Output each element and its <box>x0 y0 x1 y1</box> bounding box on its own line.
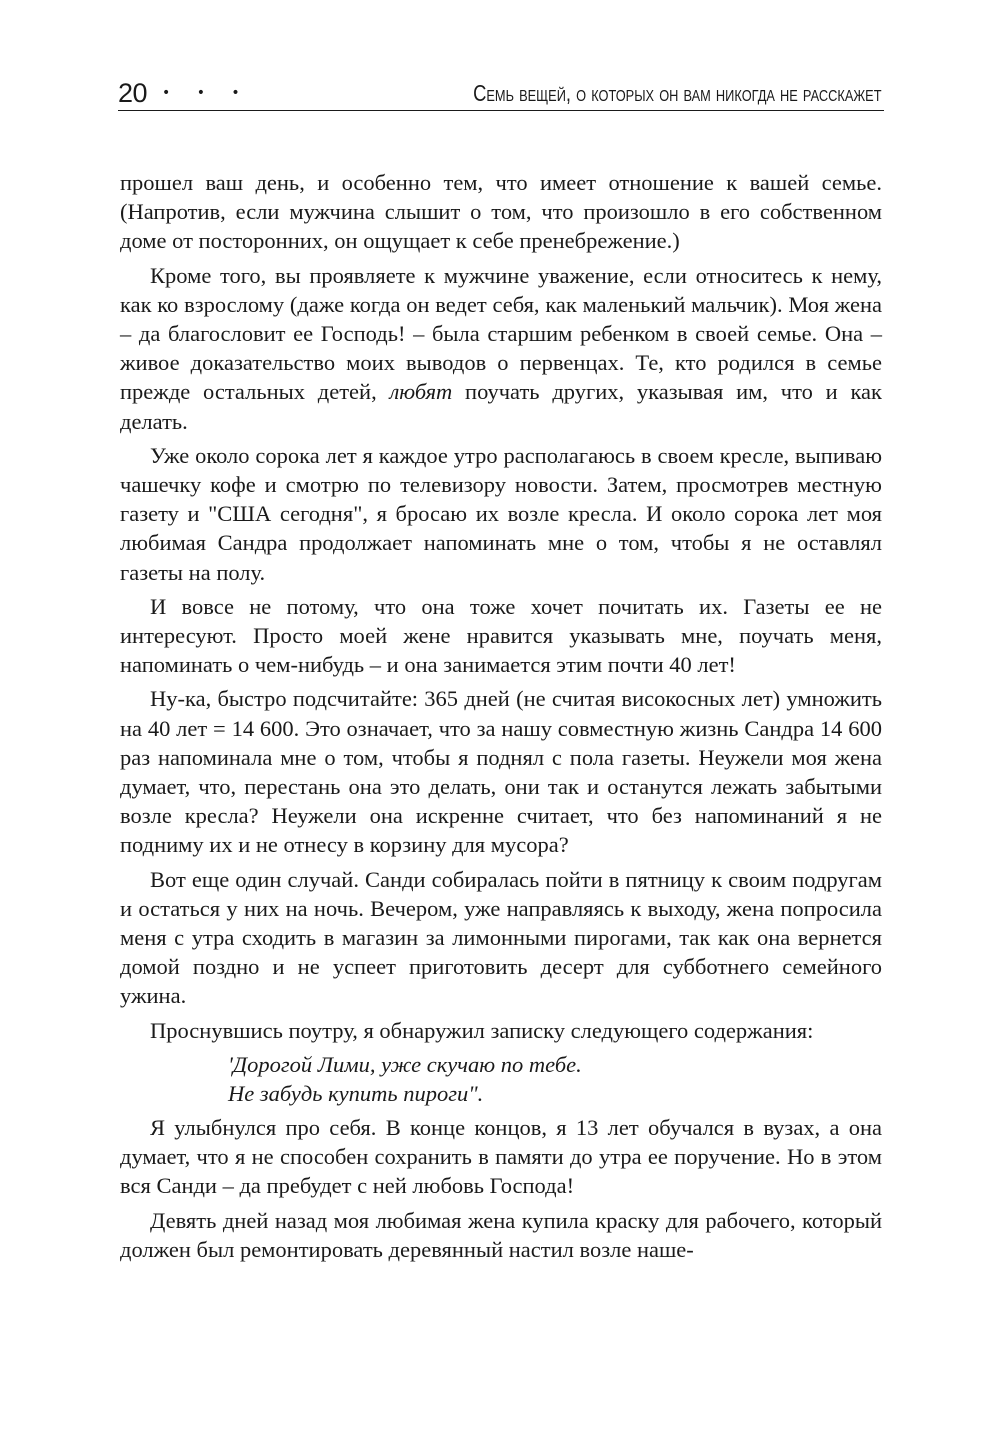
paragraph: Уже около сорока лет я каждое утро располагаюсь в своем кресле, выпиваю чашечку кофе и смотрю по телевизору новости. Затем, просмотрев местную газету и "США сегодня", я бросаю их возле кресла. И около сорока лет моя любимая Сандра продолжает напоминать мне о том, чтобы я не оставлял газеты на полу. <box>120 442 882 585</box>
paragraph: И вовсе не потому, что она тоже хочет почитать их. Газеты ее не интересуют. Просто моей жене нравится указывать мне, поучать меня, напоминать о чем-нибудь – и она занимается этим почти 40 лет! <box>120 593 882 678</box>
page-number: 20 <box>118 78 148 108</box>
running-header <box>118 76 884 111</box>
paragraph: Проснувшись поутру, я обнаружил записку следующего содержания: <box>150 1017 814 1043</box>
body-text <box>120 168 882 1269</box>
paragraph-text: поучать других, указывая им, что и как делать. <box>120 379 882 434</box>
paragraph: Я улыбнулся про себя. В конце концов, я 13 лет обучался в вузах, а она думает, что я не способен сохранить в памяти до утра ее поручение. Но в этом вся Санди – да пребудет с ней любовь Господа! <box>120 1114 882 1199</box>
paragraph <box>120 261 882 436</box>
paragraph-text: Кроме того, вы проявляете к мужчине уважение, если относитесь к нему, как ко взрослому (даже когда он ведет себя, как маленький мальчик). Моя жена – да благословит ее Господь! – была старшим ребенком в своей семье. Она – живое доказательство моих выводов о первенцах. Те, кто родился в семье прежде остальных детей, <box>120 262 882 405</box>
quote-line: Не забудь купить пироги". <box>228 1080 484 1106</box>
running-title: Семь вещей, о которых он вам никогда не расскажет <box>473 80 882 106</box>
header-dots: • • • <box>162 85 251 101</box>
paragraph: Ну-ка, быстро подсчитайте: 365 дней (не считая високосных лет) умножить на 40 лет = 14 600. Это означает, что за нашу совместную жизнь Сандра 14 600 раз напоминала мне о том, чтобы я поднял с пола газеты. Неужели моя жена думает, что, перестань она это делать, они так и останутся лежать забытыми возле кресла? Неужели она искренне считает, что без напоминаний я не подниму их и не отнесу в корзину для мусора? <box>120 686 882 858</box>
paragraph: прошел ваш день, и особенно тем, что имеет отношение к вашей семье. (Напротив, если мужчина слышит о том, что произошло в его собственном доме от посторонних, он ощущает к себе пренебрежение.) <box>120 170 882 254</box>
paragraph: Девять дней назад моя любимая жена купила краску для рабочего, который должен был ремонтировать деревянный настил возле наше- <box>120 1207 882 1262</box>
quote-line: 'Дорогой Лими, уже скучаю по тебе. <box>228 1051 582 1077</box>
emphasis-text: любят <box>389 379 453 405</box>
paragraph: Вот еще один случай. Санди собиралась пойти в пятницу к своим подругам и остаться у них на ночь. Вечером, уже направляясь к выходу, жена попросила меня с утра сходить в магазин за лимонными пирогами, так как она вернется домой поздно и не успеет приготовить десерт для субботнего семейного ужина. <box>120 866 882 1009</box>
